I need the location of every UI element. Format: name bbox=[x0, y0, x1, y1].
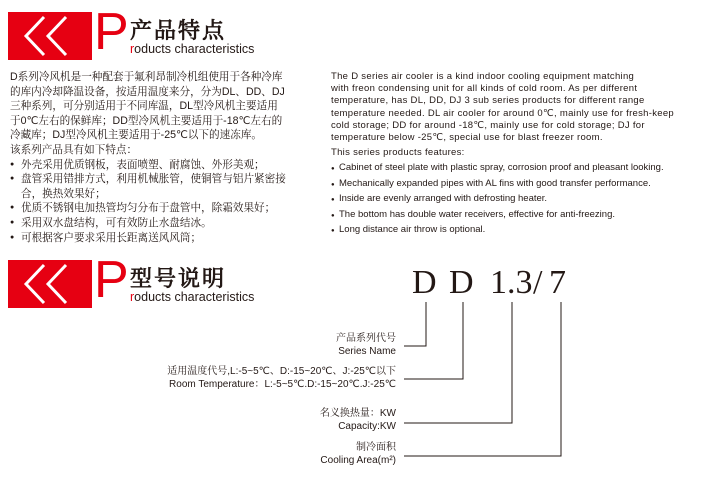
series-name-en: Series Name bbox=[338, 345, 396, 357]
en-features-title: This series products features: bbox=[331, 147, 465, 159]
cn-intro-line: 三种系列，可分别适用于不同库温，DL型冷风机主要适用 bbox=[10, 100, 278, 113]
en-intro-line: temperature below -25℃, special use for blast freezer room. bbox=[331, 132, 603, 144]
room-temperature-cn: 适用温度代号,L:-5~5℃、D:-15~20℃、J:-25℃以下 bbox=[167, 366, 396, 377]
cn-intro-line: 冷藏库；DJ型冷风机主要适用于-25℃以下的速冻库。 bbox=[10, 129, 263, 142]
en-feature-item: ● The bottom has double water receivers, effective for anti-freezing. bbox=[331, 209, 693, 221]
cn-feature-item: ● 采用双水盘结构，可有效防止水盘结冰。 bbox=[10, 216, 308, 231]
cn-intro-line: 的库内冷却降温设备，按适用温度来分，分为DL、DD、DJ bbox=[10, 85, 285, 98]
header-title-cn: 产品特点 bbox=[130, 18, 227, 43]
room-temperature-label bbox=[167, 366, 396, 391]
cn-intro-line: D系列冷风机是一种配套于氟利昂制冷机组使用于各种冷库 bbox=[10, 71, 283, 83]
capacity-en: Capacity:KW bbox=[338, 420, 396, 432]
model-part-series: D bbox=[412, 264, 437, 301]
leader-line-series bbox=[404, 302, 426, 346]
en-feature-item: ● Cabinet of steel plate with plastic spray, corrosion proof and pleasant looking. bbox=[331, 162, 693, 174]
en-feature-item: ● Mechanically expanded pipes with AL fins with good transfer performance. bbox=[331, 178, 693, 190]
leader-line-temperature bbox=[404, 302, 463, 379]
room-temperature-en: Room Temperature：L:-5~5℃.D:-15~20℃.J:-25℃ bbox=[169, 378, 396, 390]
en-intro-line: The D series air cooler is a kind indoor cooling equipment matching bbox=[331, 71, 635, 82]
capacity-label bbox=[320, 408, 396, 433]
series-name-label bbox=[336, 333, 396, 358]
cn-intro-line: 于0℃左右的保鲜库；DD型冷风机主要适用于-18℃左右的 bbox=[10, 114, 283, 127]
header-title-en: roducts characteristics bbox=[130, 42, 255, 56]
en-intro-line: with freon condensing unit for all kinds of cold room. As per different bbox=[331, 83, 638, 95]
cooling-area-en: Cooling Area(m²) bbox=[320, 454, 396, 466]
cn-feature-item: ● 盘管采用错排方式，利用机械胀管，使铜管与铝片紧密接 bbox=[10, 172, 308, 187]
capacity-cn: 名义换热量：KW bbox=[319, 408, 396, 419]
leader-line-capacity bbox=[404, 302, 512, 423]
en-intro-line: temperature, has DL, DD, DJ 3 sub series products for different range bbox=[331, 95, 645, 107]
cooling-area-label bbox=[320, 442, 396, 467]
en-intro-line: temperature needed. DL air cooler for around 0℃, mainly use for fresh-keep bbox=[331, 107, 675, 119]
model-part-capacity: 1.3 bbox=[490, 264, 533, 301]
cn-feature-item: ● 外壳采用优质钢板，表面喷塑、耐腐蚀、外形美观； bbox=[10, 158, 308, 173]
header-title-en: roducts characteristics bbox=[130, 290, 255, 304]
model-part-temperature: D bbox=[449, 264, 474, 301]
model-part-area: 7 bbox=[549, 264, 566, 301]
model-slash: / bbox=[533, 264, 543, 301]
en-intro-line: cold storage; DD for around -18℃, mainly use for cold storage; DJ for bbox=[331, 119, 645, 131]
cn-feature-item: ● 可根据客户要求采用长距离送风风筒； bbox=[10, 231, 308, 246]
cn-intro-line: 该系列产品具有如下特点： bbox=[10, 143, 138, 156]
en-feature-item: ● Long distance air throw is optional. bbox=[331, 224, 693, 236]
cn-feature-item: ● 优质不锈钢电加热管均匀分布于盘管中，除霜效果好； bbox=[10, 201, 308, 216]
header-p-letter: P bbox=[94, 3, 129, 61]
header-p-letter: P bbox=[94, 251, 129, 309]
header-title-cn: 型号说明 bbox=[130, 266, 227, 291]
series-name-cn: 产品系列代号 bbox=[336, 333, 396, 344]
en-feature-item: ● Inside are evenly arranged with defrosting heater. bbox=[331, 193, 693, 205]
cooling-area-cn: 制冷面积 bbox=[356, 442, 396, 453]
cn-feature-continuation: 合，换热效果好； bbox=[21, 187, 106, 200]
